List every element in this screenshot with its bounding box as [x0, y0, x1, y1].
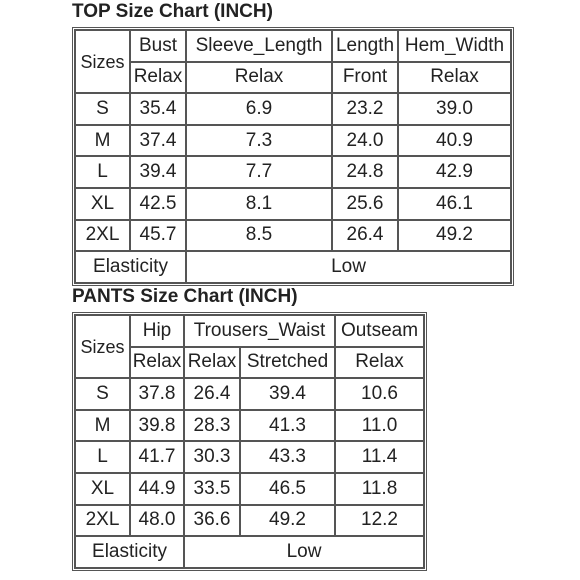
elasticity-value: Low [186, 251, 511, 283]
measurement-cell: 26.4 [184, 378, 240, 410]
measurement-cell: 7.3 [186, 125, 332, 157]
measurement-cell: 11.8 [335, 473, 424, 505]
measurement-cell: 36.6 [184, 505, 240, 537]
table-row [75, 93, 511, 125]
measurement-cell: 6.9 [186, 93, 332, 125]
measurement-cell: 46.1 [398, 188, 511, 220]
measurement-cell: 30.3 [184, 441, 240, 473]
measurement-cell: 49.2 [240, 505, 335, 537]
measurement-cell: 43.3 [240, 441, 335, 473]
size-label: XL [75, 188, 130, 220]
column-header: Hip [130, 315, 184, 347]
size-label: L [75, 156, 130, 188]
measurement-cell: 33.5 [184, 473, 240, 505]
column-subheader: Relax [130, 347, 184, 379]
measurement-cell: 26.4 [332, 220, 398, 252]
elasticity-value: Low [184, 536, 424, 568]
size-label: S [75, 93, 130, 125]
measurement-cell: 24.8 [332, 156, 398, 188]
size-label: S [75, 378, 130, 410]
table-row [75, 441, 424, 473]
column-subheader: Relax [130, 62, 186, 94]
measurement-cell: 41.3 [240, 410, 335, 442]
size-label: 2XL [75, 505, 130, 537]
elasticity-row [75, 251, 511, 283]
elasticity-label: Elasticity [75, 536, 184, 568]
measurement-cell: 11.4 [335, 441, 424, 473]
top-chart-title: TOP Size Chart (INCH) [72, 1, 273, 22]
column-subheader: Front [332, 62, 398, 94]
measurement-cell: 48.0 [130, 505, 184, 537]
size-label: L [75, 441, 130, 473]
measurement-cell: 39.8 [130, 410, 184, 442]
pants-size-table [72, 312, 427, 571]
measurement-cell: 28.3 [184, 410, 240, 442]
measurement-cell: 42.9 [398, 156, 511, 188]
column-subheader: Relax [398, 62, 511, 94]
table-row [75, 505, 424, 537]
measurement-cell: 8.5 [186, 220, 332, 252]
measurement-cell: 25.6 [332, 188, 398, 220]
measurement-cell: 23.2 [332, 93, 398, 125]
measurement-cell: 37.8 [130, 378, 184, 410]
measurement-cell: 7.7 [186, 156, 332, 188]
measurement-cell: 41.7 [130, 441, 184, 473]
column-subheader: Stretched [240, 347, 335, 379]
sizes-header: Sizes [75, 315, 130, 378]
measurement-cell: 46.5 [240, 473, 335, 505]
measurement-cell: 24.0 [332, 125, 398, 157]
top-size-table [72, 27, 514, 286]
table-row [75, 378, 424, 410]
table-row [75, 410, 424, 442]
table-row [75, 125, 511, 157]
measurement-cell: 35.4 [130, 93, 186, 125]
elasticity-row [75, 536, 424, 568]
measurement-cell: 10.6 [335, 378, 424, 410]
table-row [75, 220, 511, 252]
table-row [75, 473, 424, 505]
measurement-cell: 11.0 [335, 410, 424, 442]
table-row [75, 188, 511, 220]
measurement-cell: 40.9 [398, 125, 511, 157]
measurement-cell: 39.4 [130, 156, 186, 188]
header-row [75, 315, 424, 347]
column-header: Sleeve_Length [186, 30, 332, 62]
measurement-cell: 44.9 [130, 473, 184, 505]
size-label: XL [75, 473, 130, 505]
column-subheader: Relax [184, 347, 240, 379]
measurement-cell: 45.7 [130, 220, 186, 252]
column-header: Hem_Width [398, 30, 511, 62]
elasticity-label: Elasticity [75, 251, 186, 283]
column-header: Length [332, 30, 398, 62]
measurement-cell: 12.2 [335, 505, 424, 537]
size-label: M [75, 410, 130, 442]
pants-chart-title: PANTS Size Chart (INCH) [72, 286, 298, 307]
sizes-header: Sizes [75, 30, 130, 93]
measurement-cell: 37.4 [130, 125, 186, 157]
measurement-cell: 42.5 [130, 188, 186, 220]
measurement-cell: 39.4 [240, 378, 335, 410]
column-header: Bust [130, 30, 186, 62]
column-header: Outseam [335, 315, 424, 347]
size-label: 2XL [75, 220, 130, 252]
measurement-cell: 39.0 [398, 93, 511, 125]
subheader-row [75, 62, 511, 94]
measurement-cell: 8.1 [186, 188, 332, 220]
table-row [75, 156, 511, 188]
measurement-cell: 49.2 [398, 220, 511, 252]
column-subheader: Relax [186, 62, 332, 94]
column-header: Trousers_Waist [184, 315, 335, 347]
size-label: M [75, 125, 130, 157]
column-subheader: Relax [335, 347, 424, 379]
header-row [75, 30, 511, 62]
